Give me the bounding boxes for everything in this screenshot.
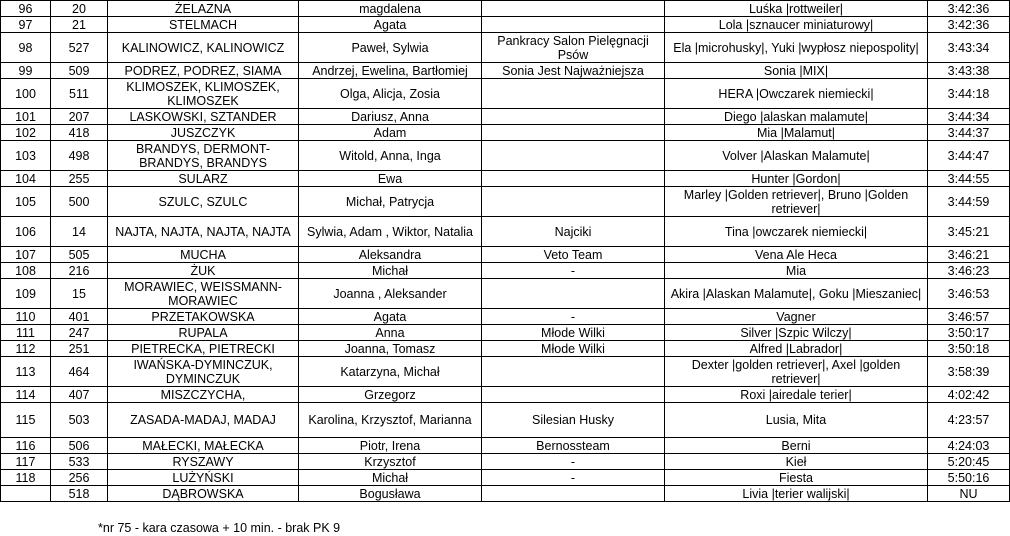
time-cell: 4:23:57 bbox=[928, 403, 1010, 438]
table-row bbox=[1, 486, 1010, 502]
first-name-cell: Michał bbox=[299, 470, 482, 486]
dog-cell: Silver |Szpic Wilczy| bbox=[665, 325, 928, 341]
surname-cell: SZULC, SZULC bbox=[108, 187, 299, 217]
table-row bbox=[1, 325, 1010, 341]
time-cell: 5:50:16 bbox=[928, 470, 1010, 486]
time-cell: 3:44:18 bbox=[928, 79, 1010, 109]
first-name-cell: magdalena bbox=[299, 1, 482, 17]
dog-cell: Mia bbox=[665, 263, 928, 279]
bib-number-cell: 14 bbox=[51, 217, 108, 247]
table-row bbox=[1, 387, 1010, 403]
first-name-cell: Bogusława bbox=[299, 486, 482, 502]
first-name-cell: Paweł, Sylwia bbox=[299, 33, 482, 63]
place-cell: 112 bbox=[1, 341, 51, 357]
table-row bbox=[1, 141, 1010, 171]
surname-cell: KLIMOSZEK, KLIMOSZEK, KLIMOSZEK bbox=[108, 79, 299, 109]
time-cell: 3:44:55 bbox=[928, 171, 1010, 187]
surname-cell: MISZCZYCHA, bbox=[108, 387, 299, 403]
place-cell: 97 bbox=[1, 17, 51, 33]
bib-number-cell: 247 bbox=[51, 325, 108, 341]
surname-cell: JUSZCZYK bbox=[108, 125, 299, 141]
team-cell: - bbox=[482, 454, 665, 470]
team-cell bbox=[482, 141, 665, 171]
dog-cell: Roxi |airedale terier| bbox=[665, 387, 928, 403]
place-cell: 99 bbox=[1, 63, 51, 79]
dog-cell: Alfred |Labrador| bbox=[665, 341, 928, 357]
dog-cell: Akira |Alaskan Malamute|, Goku |Mieszaniec| bbox=[665, 279, 928, 309]
team-cell: - bbox=[482, 470, 665, 486]
bib-number-cell: 533 bbox=[51, 454, 108, 470]
bib-number-cell: 20 bbox=[51, 1, 108, 17]
team-cell bbox=[482, 79, 665, 109]
results-body bbox=[1, 1, 1010, 502]
dog-cell: Sonia |MIX| bbox=[665, 63, 928, 79]
surname-cell: MUCHA bbox=[108, 247, 299, 263]
time-cell: 3:46:53 bbox=[928, 279, 1010, 309]
bib-number-cell: 527 bbox=[51, 33, 108, 63]
table-row bbox=[1, 125, 1010, 141]
first-name-cell: Joanna , Aleksander bbox=[299, 279, 482, 309]
place-cell: 101 bbox=[1, 109, 51, 125]
team-cell: Veto Team bbox=[482, 247, 665, 263]
bib-number-cell: 15 bbox=[51, 279, 108, 309]
team-cell bbox=[482, 387, 665, 403]
surname-cell: IWAŃSKA-DYMINCZUK, DYMINCZUK bbox=[108, 357, 299, 387]
place-cell: 106 bbox=[1, 217, 51, 247]
time-cell: 3:50:18 bbox=[928, 341, 1010, 357]
bib-number-cell: 509 bbox=[51, 63, 108, 79]
time-cell: 3:44:37 bbox=[928, 125, 1010, 141]
team-cell: Sonia Jest Najważniejsza bbox=[482, 63, 665, 79]
dog-cell: Berni bbox=[665, 438, 928, 454]
surname-cell: LASKOWSKI, SZTANDER bbox=[108, 109, 299, 125]
table-row bbox=[1, 309, 1010, 325]
place-cell: 117 bbox=[1, 454, 51, 470]
bib-number-cell: 255 bbox=[51, 171, 108, 187]
surname-cell: RUPALA bbox=[108, 325, 299, 341]
surname-cell: STELMACH bbox=[108, 17, 299, 33]
place-cell: 110 bbox=[1, 309, 51, 325]
team-cell bbox=[482, 171, 665, 187]
bib-number-cell: 256 bbox=[51, 470, 108, 486]
surname-cell: BRANDYS, DERMONT-BRANDYS, BRANDYS bbox=[108, 141, 299, 171]
first-name-cell: Olga, Alicja, Zosia bbox=[299, 79, 482, 109]
table-row bbox=[1, 63, 1010, 79]
table-row bbox=[1, 341, 1010, 357]
table-row bbox=[1, 17, 1010, 33]
dog-cell: Diego |alaskan malamute| bbox=[665, 109, 928, 125]
team-cell bbox=[482, 125, 665, 141]
team-cell bbox=[482, 187, 665, 217]
first-name-cell: Aleksandra bbox=[299, 247, 482, 263]
dog-cell: Tina |owczarek niemiecki| bbox=[665, 217, 928, 247]
surname-cell: MAŁECKI, MAŁECKA bbox=[108, 438, 299, 454]
time-cell: 3:43:34 bbox=[928, 33, 1010, 63]
team-cell: Najciki bbox=[482, 217, 665, 247]
surname-cell: ZASADA-MADAJ, MADAJ bbox=[108, 403, 299, 438]
surname-cell: ŻUK bbox=[108, 263, 299, 279]
bib-number-cell: 498 bbox=[51, 141, 108, 171]
team-cell: Pankracy Salon Pielęgnacji Psów bbox=[482, 33, 665, 63]
place-cell: 108 bbox=[1, 263, 51, 279]
bib-number-cell: 407 bbox=[51, 387, 108, 403]
first-name-cell: Witold, Anna, Inga bbox=[299, 141, 482, 171]
dog-cell: Vena Ale Heca bbox=[665, 247, 928, 263]
bib-number-cell: 511 bbox=[51, 79, 108, 109]
surname-cell: MORAWIEC, WEISSMANN-MORAWIEC bbox=[108, 279, 299, 309]
place-cell: 103 bbox=[1, 141, 51, 171]
surname-cell: PRZETAKOWSKA bbox=[108, 309, 299, 325]
bib-number-cell: 207 bbox=[51, 109, 108, 125]
table-row bbox=[1, 357, 1010, 387]
dog-cell: Lusia, Mita bbox=[665, 403, 928, 438]
place-cell: 100 bbox=[1, 79, 51, 109]
table-row bbox=[1, 33, 1010, 63]
team-cell bbox=[482, 486, 665, 502]
time-cell: 3:58:39 bbox=[928, 357, 1010, 387]
first-name-cell: Karolina, Krzysztof, Marianna bbox=[299, 403, 482, 438]
team-cell: Młode Wilki bbox=[482, 341, 665, 357]
dog-cell: Ela |microhusky|, Yuki |wypłosz niepospolity| bbox=[665, 33, 928, 63]
place-cell bbox=[1, 486, 51, 502]
surname-cell: PODREZ, PODREZ, SIAMA bbox=[108, 63, 299, 79]
dog-cell: Vagner bbox=[665, 309, 928, 325]
place-cell: 98 bbox=[1, 33, 51, 63]
first-name-cell: Michał, Patrycja bbox=[299, 187, 482, 217]
bib-number-cell: 505 bbox=[51, 247, 108, 263]
place-cell: 109 bbox=[1, 279, 51, 309]
bib-number-cell: 518 bbox=[51, 486, 108, 502]
dog-cell: Fiesta bbox=[665, 470, 928, 486]
place-cell: 113 bbox=[1, 357, 51, 387]
table-row bbox=[1, 438, 1010, 454]
team-cell bbox=[482, 357, 665, 387]
time-cell: 3:46:57 bbox=[928, 309, 1010, 325]
first-name-cell: Michał bbox=[299, 263, 482, 279]
surname-cell: NAJTA, NAJTA, NAJTA, NAJTA bbox=[108, 217, 299, 247]
table-row bbox=[1, 109, 1010, 125]
first-name-cell: Andrzej, Ewelina, Bartłomiej bbox=[299, 63, 482, 79]
place-cell: 104 bbox=[1, 171, 51, 187]
time-cell: 4:24:03 bbox=[928, 438, 1010, 454]
place-cell: 111 bbox=[1, 325, 51, 341]
first-name-cell: Agata bbox=[299, 17, 482, 33]
first-name-cell: Krzysztof bbox=[299, 454, 482, 470]
place-cell: 107 bbox=[1, 247, 51, 263]
time-cell: 3:42:36 bbox=[928, 1, 1010, 17]
footnote: *nr 75 - kara czasowa + 10 min. - brak PK 9 bbox=[98, 521, 341, 535]
time-cell: 3:50:17 bbox=[928, 325, 1010, 341]
time-cell: 3:44:59 bbox=[928, 187, 1010, 217]
time-cell: 3:46:23 bbox=[928, 263, 1010, 279]
dog-cell: Kieł bbox=[665, 454, 928, 470]
place-cell: 114 bbox=[1, 387, 51, 403]
first-name-cell: Joanna, Tomasz bbox=[299, 341, 482, 357]
table-row bbox=[1, 187, 1010, 217]
surname-cell: PIETRECKA, PIETRECKI bbox=[108, 341, 299, 357]
table-row bbox=[1, 263, 1010, 279]
first-name-cell: Grzegorz bbox=[299, 387, 482, 403]
surname-cell: RYSZAWY bbox=[108, 454, 299, 470]
table-row bbox=[1, 79, 1010, 109]
surname-cell: SULARZ bbox=[108, 171, 299, 187]
surname-cell: LUŻYŃSKI bbox=[108, 470, 299, 486]
bib-number-cell: 500 bbox=[51, 187, 108, 217]
dog-cell: Volver |Alaskan Malamute| bbox=[665, 141, 928, 171]
place-cell: 115 bbox=[1, 403, 51, 438]
place-cell: 105 bbox=[1, 187, 51, 217]
team-cell: - bbox=[482, 263, 665, 279]
place-cell: 118 bbox=[1, 470, 51, 486]
surname-cell: KALINOWICZ, KALINOWICZ bbox=[108, 33, 299, 63]
place-cell: 102 bbox=[1, 125, 51, 141]
place-cell: 116 bbox=[1, 438, 51, 454]
team-cell bbox=[482, 279, 665, 309]
first-name-cell: Katarzyna, Michał bbox=[299, 357, 482, 387]
table-row bbox=[1, 279, 1010, 309]
time-cell: NU bbox=[928, 486, 1010, 502]
team-cell: Młode Wilki bbox=[482, 325, 665, 341]
first-name-cell: Sylwia, Adam , Wiktor, Natalia bbox=[299, 217, 482, 247]
team-cell bbox=[482, 1, 665, 17]
table-row bbox=[1, 171, 1010, 187]
place-cell: 96 bbox=[1, 1, 51, 17]
team-cell: - bbox=[482, 309, 665, 325]
first-name-cell: Piotr, Irena bbox=[299, 438, 482, 454]
bib-number-cell: 503 bbox=[51, 403, 108, 438]
bib-number-cell: 216 bbox=[51, 263, 108, 279]
bib-number-cell: 21 bbox=[51, 17, 108, 33]
table-row bbox=[1, 454, 1010, 470]
dog-cell: Mia |Malamut| bbox=[665, 125, 928, 141]
first-name-cell: Ewa bbox=[299, 171, 482, 187]
time-cell: 3:45:21 bbox=[928, 217, 1010, 247]
time-cell: 3:46:21 bbox=[928, 247, 1010, 263]
time-cell: 4:02:42 bbox=[928, 387, 1010, 403]
table-row bbox=[1, 217, 1010, 247]
bib-number-cell: 506 bbox=[51, 438, 108, 454]
team-cell: Silesian Husky bbox=[482, 403, 665, 438]
bib-number-cell: 418 bbox=[51, 125, 108, 141]
surname-cell: ŻELAZNA bbox=[108, 1, 299, 17]
surname-cell: DĄBROWSKA bbox=[108, 486, 299, 502]
dog-cell: Hunter |Gordon| bbox=[665, 171, 928, 187]
bib-number-cell: 464 bbox=[51, 357, 108, 387]
dog-cell: Livia |terier walijski| bbox=[665, 486, 928, 502]
table-row bbox=[1, 470, 1010, 486]
dog-cell: Marley |Golden retriever|, Bruno |Golden retriever| bbox=[665, 187, 928, 217]
table-row bbox=[1, 247, 1010, 263]
bib-number-cell: 401 bbox=[51, 309, 108, 325]
dog-cell: Luśka |rottweiler| bbox=[665, 1, 928, 17]
team-cell bbox=[482, 109, 665, 125]
bib-number-cell: 251 bbox=[51, 341, 108, 357]
time-cell: 3:44:47 bbox=[928, 141, 1010, 171]
time-cell: 3:42:36 bbox=[928, 17, 1010, 33]
first-name-cell: Dariusz, Anna bbox=[299, 109, 482, 125]
time-cell: 3:43:38 bbox=[928, 63, 1010, 79]
dog-cell: HERA |Owczarek niemiecki| bbox=[665, 79, 928, 109]
first-name-cell: Anna bbox=[299, 325, 482, 341]
first-name-cell: Adam bbox=[299, 125, 482, 141]
time-cell: 3:44:34 bbox=[928, 109, 1010, 125]
team-cell: Bernossteam bbox=[482, 438, 665, 454]
team-cell bbox=[482, 17, 665, 33]
table-row bbox=[1, 1, 1010, 17]
table-row bbox=[1, 403, 1010, 438]
time-cell: 5:20:45 bbox=[928, 454, 1010, 470]
first-name-cell: Agata bbox=[299, 309, 482, 325]
dog-cell: Lola |sznaucer miniaturowy| bbox=[665, 17, 928, 33]
dog-cell: Dexter |golden retriever|, Axel |golden retriever| bbox=[665, 357, 928, 387]
